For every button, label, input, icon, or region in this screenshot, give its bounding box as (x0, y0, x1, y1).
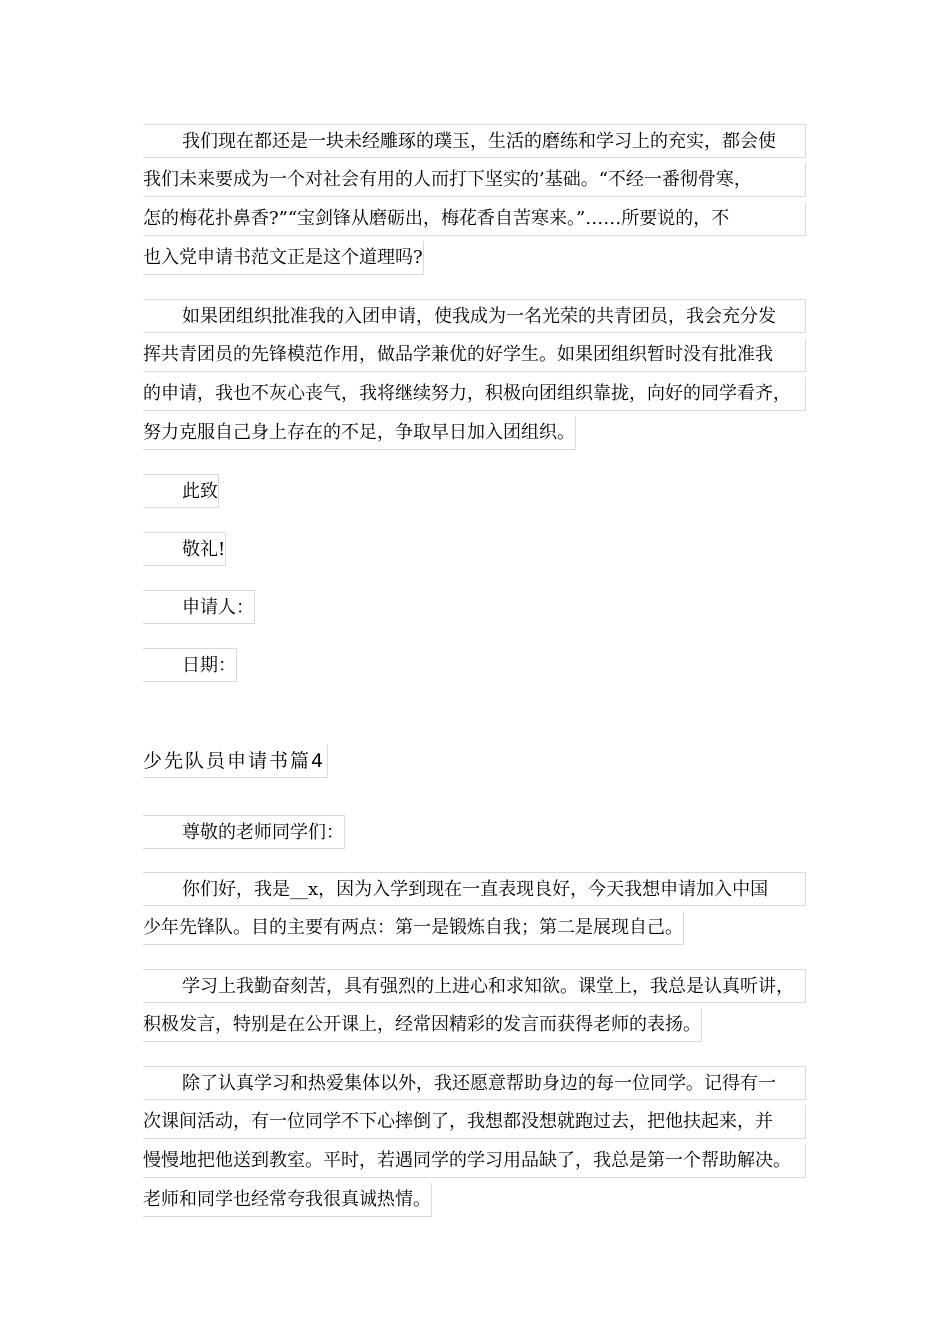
paragraph-line: 也入党申请书范文正是这个道理吗? (143, 241, 424, 275)
paragraph-line: 慢慢地把他送到教室。平时，若遇同学的学习用品缺了，我总是第一个帮助解决。 (143, 1144, 806, 1178)
applicant-line: 申请人： (143, 590, 255, 624)
closing-line: 此致 (143, 474, 219, 508)
paragraph-line: 如果团组织批准我的入团申请，使我成为一名光荣的共青团员，我会充分发 (143, 299, 806, 333)
paragraph-line: 积极发言，特别是在公开课上，经常因精彩的发言而获得老师的表扬。 (143, 1008, 702, 1042)
paragraph-line: 努力克服自己身上存在的不足，争取早日加入团组织。 (143, 416, 576, 450)
paragraph-line: 的申请，我也不灰心丧气，我将继续努力，积极向团组织靠拢，向好的同学看齐， (143, 377, 806, 411)
paragraph-line: 学习上我勤奋刻苦，具有强烈的上进心和求知欲。课堂上，我总是认真听讲， (143, 969, 806, 1003)
paragraph-line: 你们好，我是__x，因为入学到现在一直表现良好，今天我想申请加入中国 (143, 872, 806, 906)
paragraph-line: 我们现在都还是一块未经雕琢的璞玉，生活的磨练和学习上的充实，都会使 (143, 124, 806, 158)
paragraph-line: 挥共青团员的先锋模范作用，做品学兼优的好学生。如果团组织暂时没有批准我 (143, 338, 806, 372)
salute-line: 敬礼! (143, 532, 226, 566)
paragraph-line: 我们未来要成为一个对社会有用的人而打下坚实的’基础。“不经一番彻骨寒， (143, 163, 806, 197)
section-heading: 少先队员申请书篇4 (143, 744, 328, 778)
paragraph-line: 怎的梅花扑鼻香?”“宝剑锋从磨砺出，梅花香自苦寒来。”……所要说的，不 (143, 202, 806, 236)
paragraph-line: 次课间活动，有一位同学不下心摔倒了，我想都没想就跑过去，把他扶起来，并 (143, 1105, 806, 1139)
paragraph-line: 除了认真学习和热爱集体以外，我还愿意帮助身边的每一位同学。记得有一 (143, 1066, 806, 1100)
greeting-line: 尊敬的老师同学们： (143, 815, 345, 849)
paragraph-line: 老师和同学也经常夸我很真诚热情。 (143, 1183, 432, 1217)
date-line: 日期： (143, 648, 237, 682)
paragraph-line: 少年先锋队。目的主要有两点：第一是锻炼自我；第二是展现自己。 (143, 911, 684, 945)
